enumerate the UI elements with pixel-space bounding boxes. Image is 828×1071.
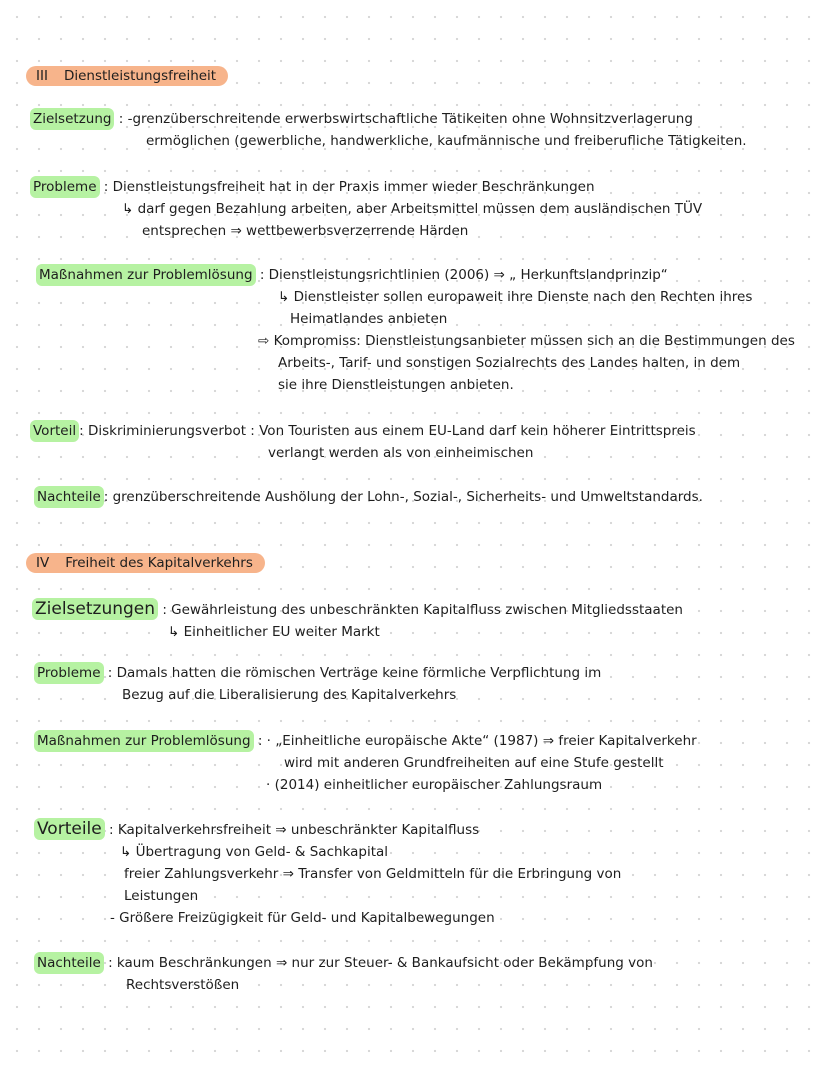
vorteile-label: Vorteile — [34, 818, 105, 840]
massnahmen-line-1: : Dienstleistungsrichtlinien (2006) ⇒ „ Herkunftslandprinzip“ — [259, 267, 668, 283]
probleme-line-1: : Dienstleistungsfreiheit hat in der Praxis immer wieder Beschränkungen — [103, 179, 595, 195]
probleme-4-block — [34, 662, 601, 706]
probleme-4-line-1: : Damals hatten die römischen Verträge keine förmliche Verpflichtung im — [107, 665, 602, 681]
vorteil-label: Vorteil — [30, 420, 79, 442]
probleme-4-line-2: Bezug auf die Liberalisierung des Kapitalverkehrs — [122, 687, 457, 703]
massnahmen-line-5: Arbeits-, Tarif- und sonstigen Sozialrechts des Landes halten, in dem — [278, 355, 741, 371]
nachteile-label: Nachteile — [34, 486, 104, 508]
vorteil-block — [30, 420, 696, 464]
nachteile-block — [34, 486, 703, 508]
massnahmen-4-line-1: : · „Einheitliche europäische Akte“ (1987) ⇒ freier Kapitalverkehr — [257, 733, 697, 749]
massnahmen-line-2: ↳ Dienstleister sollen europaweit ihre Dienste nach den Rechten ihres — [278, 289, 753, 305]
vorteile-line-5: - Größere Freizügigkeit für Geld- und Kapitalbewegungen — [110, 910, 495, 926]
vorteile-line-3: freier Zahlungsverkehr ⇒ Transfer von Geldmitteln für die Erbringung von — [124, 866, 622, 882]
zielsetzung-line-1: : -grenzüberschreitende erwerbswirtschaftliche Tätikeiten ohne Wohnsitzverlagerung — [118, 111, 693, 127]
massnahmen-block — [36, 264, 795, 396]
nachteile-line-1: : grenzüberschreitende Aushölung der Lohn-, Sozial-, Sicherheits- und Umweltstandards. — [103, 489, 703, 505]
massnahmen-line-6: sie ihre Dienstleistungen anbieten. — [278, 377, 514, 393]
vorteile-line-1: : Kapitalverkehrsfreiheit ⇒ unbeschränkter Kapitalfluss — [109, 822, 480, 838]
section-4-title: Freiheit des Kapitalverkehrs — [65, 555, 253, 571]
section-4-number: IV — [36, 555, 50, 571]
section-3-title: Dienstleistungsfreiheit — [63, 68, 217, 84]
probleme-block — [30, 176, 702, 242]
massnahmen-4-label: Maßnahmen zur Problemlösung — [34, 730, 254, 752]
nachteile-4-line-2: Rechtsverstößen — [126, 977, 240, 993]
zielsetzungen-block — [32, 598, 683, 643]
probleme-label: Probleme — [30, 176, 100, 198]
probleme-line-3: entsprechen ⇒ wettbewerbsverzerrende Härden — [142, 223, 469, 239]
nachteile-4-block — [34, 952, 653, 996]
zielsetzung-block — [30, 108, 747, 152]
vorteile-block — [34, 818, 621, 929]
section-3-number: III — [36, 68, 48, 84]
section-4-header — [26, 553, 265, 573]
zielsetzung-label: Zielsetzung — [30, 108, 114, 130]
massnahmen-4-line-2: wird mit anderen Grundfreiheiten auf eine Stufe gestellt — [284, 755, 664, 771]
massnahmen-4-block — [34, 730, 697, 796]
vorteile-line-4: Leistungen — [124, 888, 199, 904]
massnahmen-line-3: Heimatlandes anbieten — [290, 311, 448, 327]
massnahmen-label: Maßnahmen zur Problemlösung — [36, 264, 256, 286]
section-3-header — [26, 66, 228, 86]
vorteil-line-2: verlangt werden als von einheimischen — [268, 445, 534, 461]
massnahmen-4-line-3: · (2014) einheitlicher europäischer Zahlungsraum — [266, 777, 603, 793]
nachteile-4-line-1: : kaum Beschränkungen ⇒ nur zur Steuer- & Bankaufsicht oder Bekämpfung von — [108, 955, 653, 971]
zielsetzungen-line-2: ↳ Einheitlicher EU weiter Markt — [168, 624, 380, 640]
nachteile-4-label: Nachteile — [34, 952, 104, 974]
probleme-4-label: Probleme — [34, 662, 104, 684]
vorteil-line-1: : Diskriminierungsverbot : Von Touristen aus einem EU-Land darf kein höherer Eintrittspreis — [79, 423, 696, 439]
zielsetzung-line-2: ermöglichen (gewerbliche, handwerkliche, kaufmännische und freiberufliche Tätigkeiten. — [146, 133, 747, 149]
massnahmen-line-4: ⇨ Kompromiss: Dienstleistungsanbieter müssen sich an die Bestimmungen des — [258, 333, 795, 349]
zielsetzungen-label: Zielsetzungen — [32, 598, 158, 620]
zielsetzungen-line-1: : Gewährleistung des unbeschränkten Kapitalfluss zwischen Mitgliedsstaaten — [162, 602, 683, 618]
probleme-line-2: ↳ darf gegen Bezahlung arbeiten, aber Arbeitsmittel müssen dem ausländischen TÜV — [122, 201, 703, 217]
vorteile-line-2: ↳ Übertragung von Geld- & Sachkapital — [120, 844, 389, 860]
